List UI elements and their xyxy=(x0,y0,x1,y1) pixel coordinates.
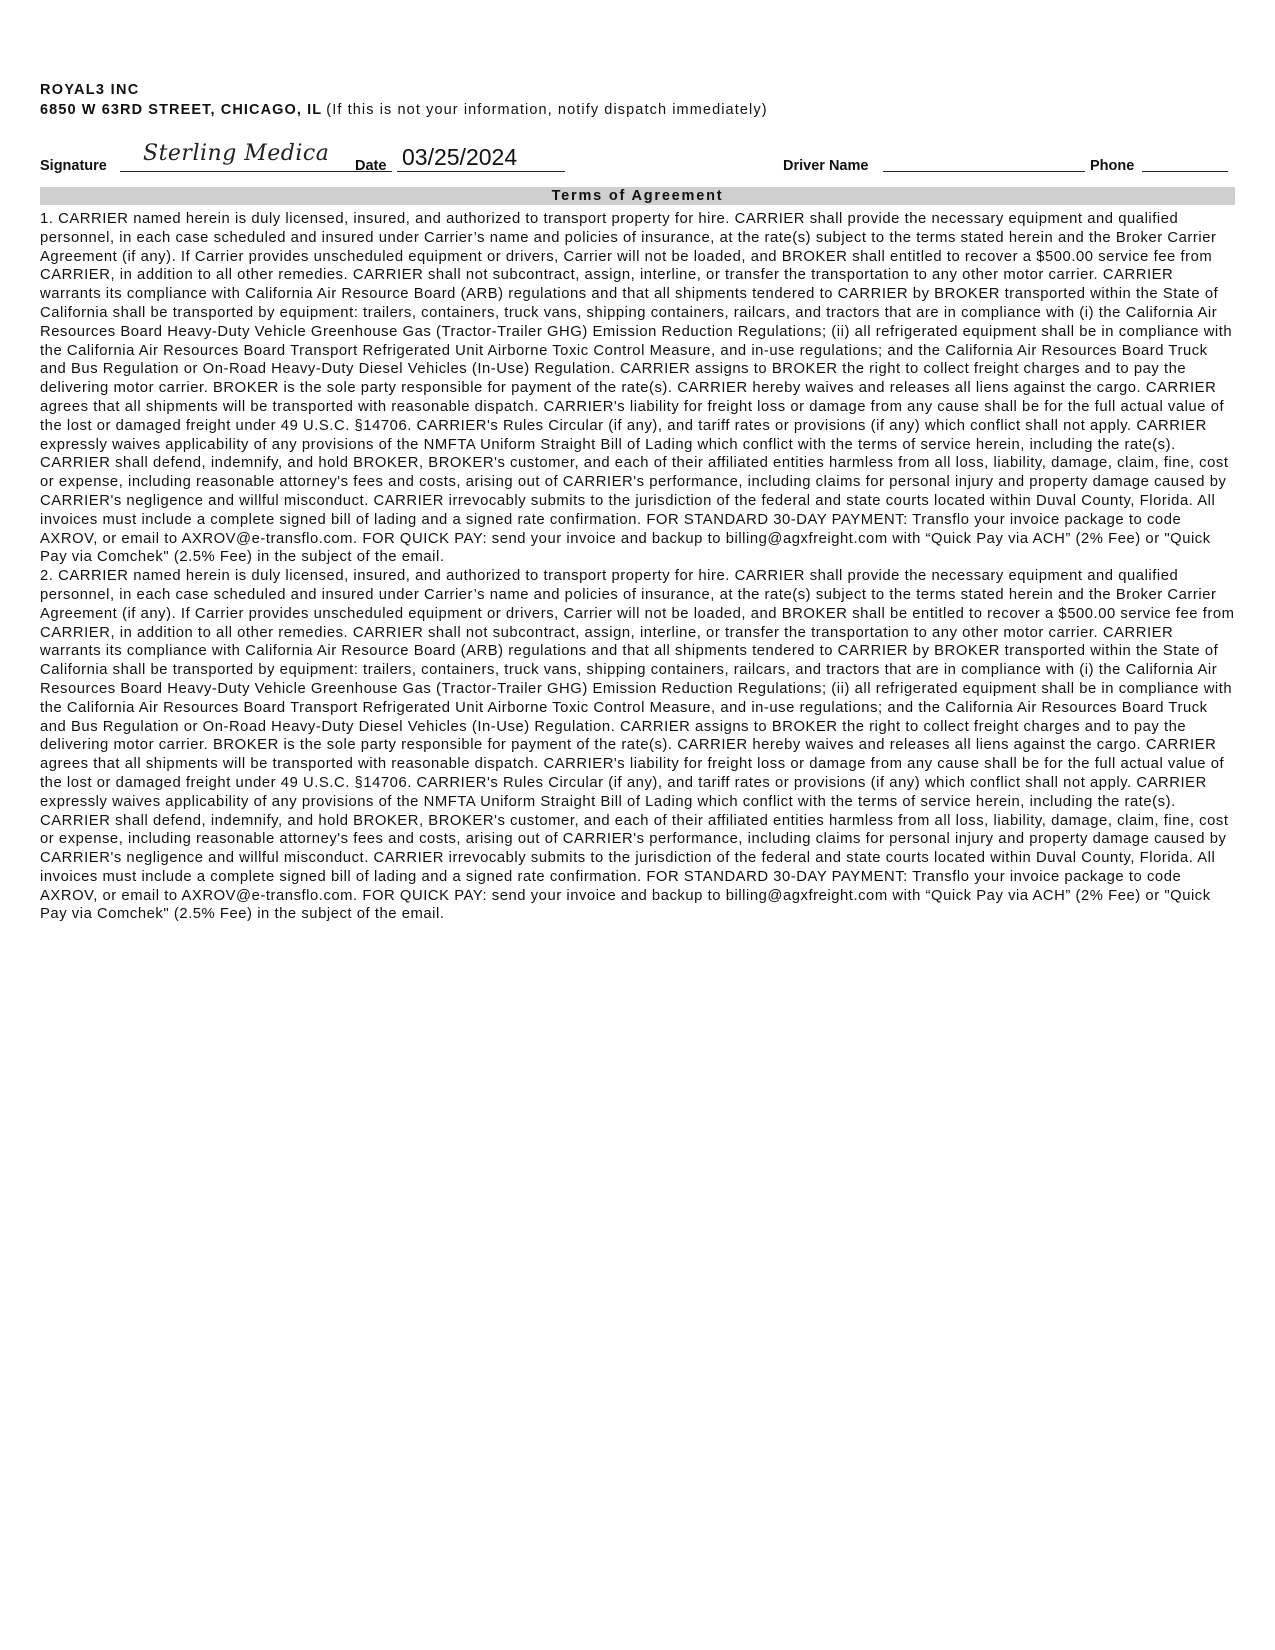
terms-item-2: 2. CARRIER named herein is duly licensed, insured, and authorized to transport property for hire. CARRIER shall provide the necessary equipment and qualified personnel, in each case scheduled and insured under Carrier’s name and policies of insurance, at the rate(s) subject to the terms stated herein and the Broker Carrier Agreement (if any). If Carrier provides unscheduled equipment or drivers, Carrier will not be loaded, and BROKER shall be entitled to recover a $500.00 service fee from CARRIER, in addition to all other remedies. CARRIER shall not subcontract, assign, interline, or transfer the transportation to any other motor carrier. CARRIER warrants its compliance with California Air Resource Board (ARB) regulations and that all shipments tendered to CARRIER by BROKER transported within the State of California shall be transported by equipment: trailers, containers, truck vans, shipping containers, railcars, and tractors that are in compliance with (i) the California Air Resources Board Heavy-Duty Vehicle Greenhouse Gas (Tractor-Trailer GHG) Emission Reduction Regulations; (ii) all refrigerated equipment shall be in compliance with the California Air Resources Board Transport Refrigerated Unit Airborne Toxic Control Measure, and in-use regulations; and the California Air Resources Board Truck and Bus Regulation or On-Road Heavy-Duty Diesel Vehicles (In-Use) Regulation. CARRIER assigns to BROKER the right to collect freight charges and to pay the delivering motor carrier. BROKER is the sole party responsible for payment of the rate(s). CARRIER hereby waives and releases all liens against the cargo. CARRIER agrees that all shipments will be transported with reasonable dispatch. CARRIER's liability for freight loss or damage from any cause shall be for the full actual value of the lost or damaged freight under 49 U.S.C. §14706. CARRIER's Rules Circular (if any), and tariff rates or provisions (if any) which conflict shall not apply. CARRIER expressly waives applicability of any provisions of the NMFTA Uniform Straight Bill of Lading which conflict with the terms of service herein, including the rate(s). CARRIER shall defend, indemnify, and hold BROKER, BROKER's customer, and each of their affiliated entities harmless from all loss, liability, damage, claim, fine, cost or expense, including reasonable attorney's fees and costs, arising out of CARRIER's performance, including claims for personal injury and property damage caused by CARRIER's negligence and willful misconduct. CARRIER irrevocably submits to the jurisdiction of the federal and state courts located within Duval County, Florida. All invoices must include a complete signed bill of lading and a signed rate confirmation. FOR STANDARD 30-DAY PAYMENT: Transflo your invoice package to code AXROV, or email to AXROV@e-transflo.com. FOR QUICK PAY: send your invoice and backup to billing@agxfreight.com with “Quick Pay via ACH” (2% Fee) or "Quick Pay via Comchek" (2.5% Fee) in the subject of the email. xyxy=(40,568,1235,923)
phone-label: Phone xyxy=(1090,158,1135,174)
info-notice: (If this is not your information, notify dispatch immediately) xyxy=(326,102,768,118)
company-address xyxy=(40,102,768,118)
date-line[interactable] xyxy=(397,171,565,172)
signature-label: Signature xyxy=(40,158,107,174)
date-value: 03/25/2024 xyxy=(402,144,518,170)
phone-field[interactable] xyxy=(1142,171,1228,172)
terms-item-1: 1. CARRIER named herein is duly licensed, insured, and authorized to transport property for hire. CARRIER shall provide the necessary equipment and qualified personnel, in each case scheduled and insured under Carrier’s name and policies of insurance, at the rate(s) subject to the terms stated herein and the Broker Carrier Agreement (if any). If Carrier provides unscheduled equipment or drivers, Carrier will not be loaded, and BROKER shall entitled to recover a $500.00 service fee from CARRIER, in addition to all other remedies. CARRIER shall not subcontract, assign, interline, or transfer the transportation to any other motor carrier. CARRIER warrants its compliance with California Air Resource Board (ARB) regulations and that all shipments tendered to CARRIER by BROKER transported within the State of California shall be transported by equipment: trailers, containers, truck vans, shipping containers, railcars, and tractors that are in compliance with (i) the California Air Resources Board Heavy-Duty Vehicle Greenhouse Gas (Tractor-Trailer GHG) Emission Reduction Regulations; (ii) all refrigerated equipment shall be in compliance with the California Air Resources Board Transport Refrigerated Unit Airborne Toxic Control Measure, and in-use regulations; and the California Air Resources Board Truck and Bus Regulation or On-Road Heavy-Duty Diesel Vehicles (In-Use) Regulation. CARRIER assigns to BROKER the right to collect freight charges and to pay the delivering motor carrier. BROKER is the sole party responsible for payment of the rate(s). CARRIER hereby waives and releases all liens against the cargo. CARRIER agrees that all shipments will be transported with reasonable dispatch. CARRIER's liability for freight loss or damage from any cause shall be for the full actual value of the lost or damaged freight under 49 U.S.C. §14706. CARRIER's Rules Circular (if any), and tariff rates or provisions (if any) which conflict shall not apply. CARRIER expressly waives applicability of any provisions of the NMFTA Uniform Straight Bill of Lading which conflict with the terms of service herein, including the rate(s). CARRIER shall defend, indemnify, and hold BROKER, BROKER's customer, and each of their affiliated entities harmless from all loss, liability, damage, claim, fine, cost or expense, including reasonable attorney's fees and costs, arising out of CARRIER's performance, including claims for personal injury and property damage caused by CARRIER's negligence and willful misconduct. CARRIER irrevocably submits to the jurisdiction of the federal and state courts located within Duval County, Florida. All invoices must include a complete signed bill of lading and a signed rate confirmation. FOR STANDARD 30-DAY PAYMENT: Transflo your invoice package to code AXROV, or email to AXROV@e-transflo.com. FOR QUICK PAY: send your invoice and backup to billing@agxfreight.com with “Quick Pay via ACH” (2% Fee) or "Quick Pay via Comchek" (2.5% Fee) in the subject of the email. xyxy=(40,211,1233,566)
terms-heading: Terms of Agreement xyxy=(40,187,1235,205)
company-name: ROYAL3 INC xyxy=(40,82,140,98)
signature-row xyxy=(40,142,1240,176)
date-label: Date xyxy=(355,158,387,174)
terms-body xyxy=(40,210,1238,924)
signature-value: Sterling Medica xyxy=(143,141,330,166)
driver-name-field[interactable] xyxy=(883,171,1085,172)
driver-name-label: Driver Name xyxy=(783,158,869,174)
signature-line[interactable] xyxy=(120,171,392,172)
street-address: 6850 W 63RD STREET, CHICAGO, IL xyxy=(40,102,323,118)
